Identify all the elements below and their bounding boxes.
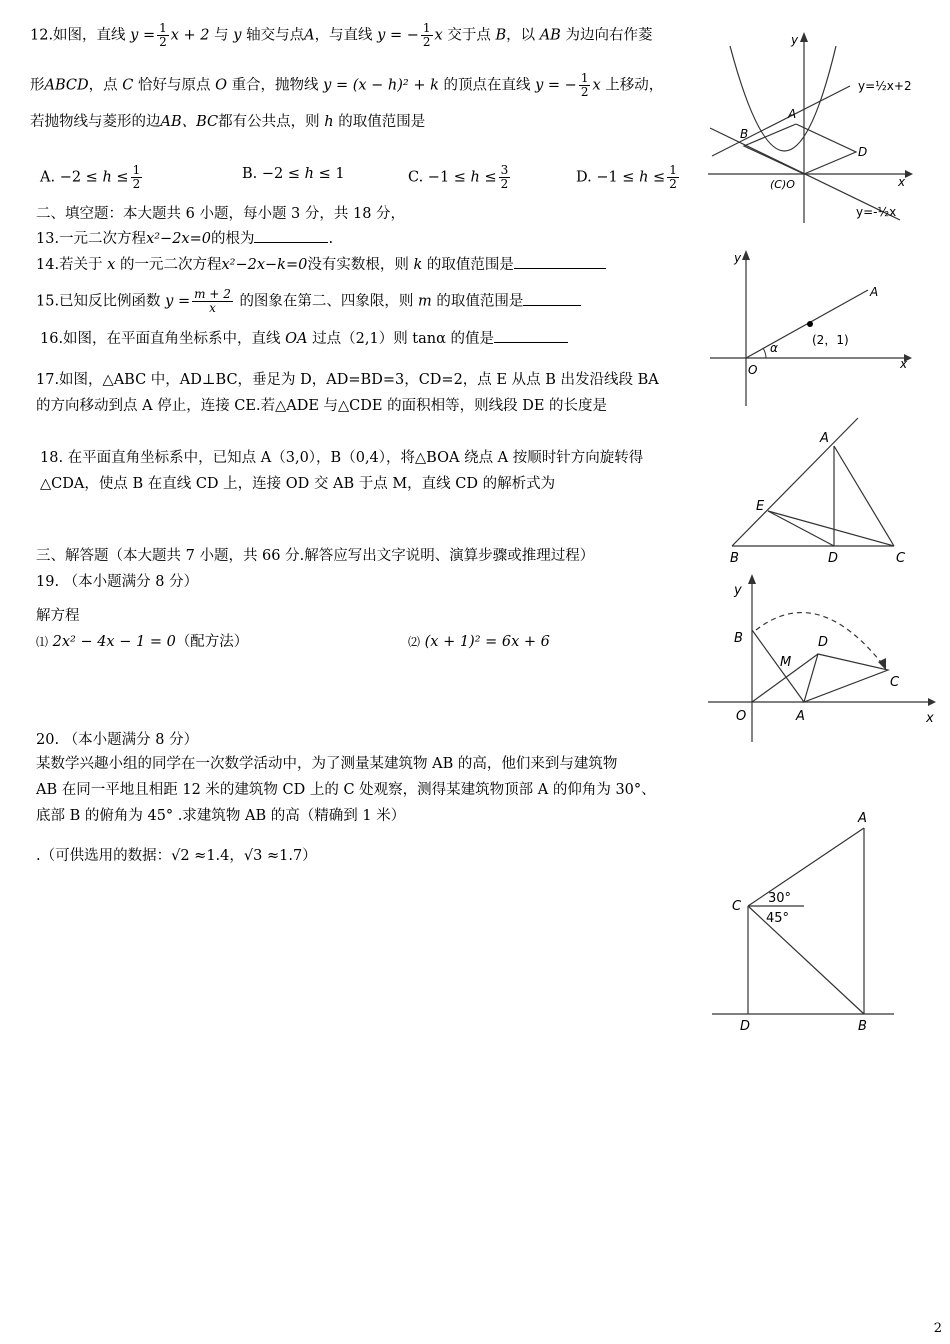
figure-q18 — [706, 572, 944, 747]
label-CO: (C)O — [770, 178, 795, 191]
label-y: y — [791, 33, 799, 47]
label-B: B — [740, 127, 749, 141]
label-A: A — [796, 709, 805, 724]
label-y: y — [734, 583, 742, 598]
label-E: E — [756, 499, 765, 514]
segment-ED — [768, 511, 834, 546]
section3-heading: 三、解答题（本大题共 7 小题，共 66 分.解答应写出文字说明、演算步骤或推理过程） — [36, 548, 595, 564]
label-line2: y=-½x — [856, 205, 897, 219]
label-A: A — [858, 811, 867, 826]
label-line1: y=½x+2 — [858, 79, 912, 93]
label-O: O — [736, 709, 747, 724]
x-arrow — [905, 170, 913, 178]
q12-option-d: D. −1 ≤ h ≤ $\frac{1}{2}$ — [576, 163, 677, 191]
q12-option-c: C. −1 ≤ h ≤ $\frac{3}{2}$ — [408, 163, 509, 191]
q12-option-b: B. −2 ≤ h ≤ 1 — [242, 166, 345, 182]
q19-subtitle: 解方程 — [36, 608, 80, 624]
label-O: O — [748, 363, 758, 377]
y-arrow — [800, 32, 808, 42]
x-arrow — [928, 698, 936, 706]
label-alpha: α — [770, 341, 778, 355]
q14: 14.若关于 x 的一元二次方程x²−2x−k=0没有实数根，则 k 的取值范围是 — [36, 254, 606, 275]
q18-line2: △CDA，使点 B 在直线 CD 上，连接 OD 交 AB 于点 M，直线 CD 的解析式为 — [40, 476, 556, 492]
figure-q16 — [706, 248, 921, 408]
page-number: 2 — [933, 1321, 942, 1336]
answer-blank[interactable] — [514, 254, 606, 269]
y-arrow — [748, 574, 756, 584]
q20-line3: 底部 B 的俯角为 45° .求建筑物 AB 的高（精确到 1 米） — [36, 808, 406, 824]
angle-45: 45° — [766, 911, 790, 926]
q19-title: 19. （本小题满分 8 分） — [36, 574, 199, 590]
q17-line2: 的方向移动到点 A 停止，连接 CE.若△ADE 与△CDE 的面积相等，则线段 DE 的长度是 — [36, 398, 608, 414]
label-A: A — [820, 431, 829, 446]
side-BA-extended — [732, 418, 858, 546]
sight-CA — [748, 828, 864, 906]
answer-blank[interactable] — [494, 328, 568, 343]
fraction: $\frac{1}{2}$ — [422, 21, 431, 49]
label-B: B — [858, 1019, 867, 1034]
figure-q12 — [700, 28, 930, 228]
section2-heading: 二、填空题：本大题共 6 小题，每小题 3 分，共 18 分， — [36, 206, 406, 222]
point-2-1 — [807, 321, 813, 327]
label-point: (2，1) — [812, 333, 849, 347]
q20-title: 20. （本小题满分 8 分） — [36, 732, 199, 748]
fraction: $\frac{1}{2}$ — [580, 71, 589, 99]
triangle-CDA — [804, 654, 888, 702]
label-x: x — [900, 357, 908, 371]
label-C: C — [890, 675, 900, 690]
label-D: D — [858, 145, 868, 159]
label-B: B — [730, 551, 739, 566]
q13: 13.一元二次方程x²−2x=0的根为 . — [36, 228, 333, 249]
label-D: D — [818, 635, 829, 650]
q12-line2: 形ABCD，点 C 恰好与原点 O 重合，抛物线 y = (x − h)² + k 的顶点在直线 y = − $\frac{1}{2}$ x 上移动， — [30, 71, 664, 99]
q12-option-a: A. −2 ≤ h ≤ $\frac{1}{2}$ — [40, 163, 141, 191]
angle-30: 30° — [768, 891, 792, 906]
segment-BA — [752, 630, 804, 702]
label-C: C — [896, 551, 906, 566]
label-M: M — [780, 655, 792, 670]
label-x: x — [926, 711, 934, 726]
q18-line1: 18. 在平面直角坐标系中，已知点 A（3,0），B（0,4），将△BOA 绕点 A 按顺时针方向旋转得 — [40, 450, 644, 466]
angle-arc — [763, 348, 766, 358]
label-D: D — [828, 551, 839, 566]
segment-EC — [768, 511, 894, 546]
label-x: x — [898, 175, 906, 189]
q17-line1: 17.如图，△ABC 中，AD⊥BC，垂足为 D，AD=BD=3，CD=2，点 E 从点 B 出发沿线段 BA — [36, 372, 659, 388]
label-A: A — [870, 285, 879, 299]
figure-q20 — [708, 806, 898, 1036]
q19-part1: ⑴ 2x² − 4x − 1 = 0（配方法） — [36, 634, 249, 650]
label-B: B — [734, 631, 743, 646]
q20-line2: AB 在同一平地且相距 12 米的建筑物 CD 上的 C 处观察，测得某建筑物顶部 A 的仰角为 30°、 — [36, 782, 656, 798]
line-half-x-plus-2 — [712, 86, 850, 156]
side-AC — [834, 446, 894, 546]
label-y: y — [734, 251, 742, 265]
q12-line1: 12.如图，直线 y = $\frac{1}{2}$ x + 2 与 y 轴交与点A，与直线 y = − $\frac{1}{2}$ x 交于点 B，以 AB 为边向右作菱 — [30, 21, 653, 49]
answer-blank[interactable] — [254, 228, 328, 243]
figure-q17 — [726, 412, 926, 567]
q16: 16.如图，在平面直角坐标系中，直线 OA 过点（2,1）则 tanα 的值是 — [40, 328, 568, 349]
q12-line3: 若抛物线与菱形的边AB、BC都有公共点，则 h 的取值范围是 — [30, 114, 426, 130]
y-arrow — [742, 250, 750, 260]
fraction: $\frac{1}{2}$ — [159, 21, 167, 49]
label-C: C — [732, 899, 742, 914]
q15: 15.已知反比例函数 y = $\frac{m + 2}{x}$ 的图象在第二、四象限，则 m 的取值范围是 — [36, 288, 581, 315]
q20-line1: 某数学兴趣小组的同学在一次数学活动中，为了测量某建筑物 AB 的高，他们来到与建筑物 — [36, 756, 618, 772]
answer-blank[interactable] — [523, 291, 581, 306]
label-D: D — [740, 1019, 751, 1034]
q20-data: .（可供选用的数据：√2 ≈1.4，√3 ≈1.7） — [36, 848, 317, 864]
q19-part2: ⑵ (x + 1)² = 6x + 6 — [408, 634, 550, 650]
label-A: A — [788, 107, 797, 121]
